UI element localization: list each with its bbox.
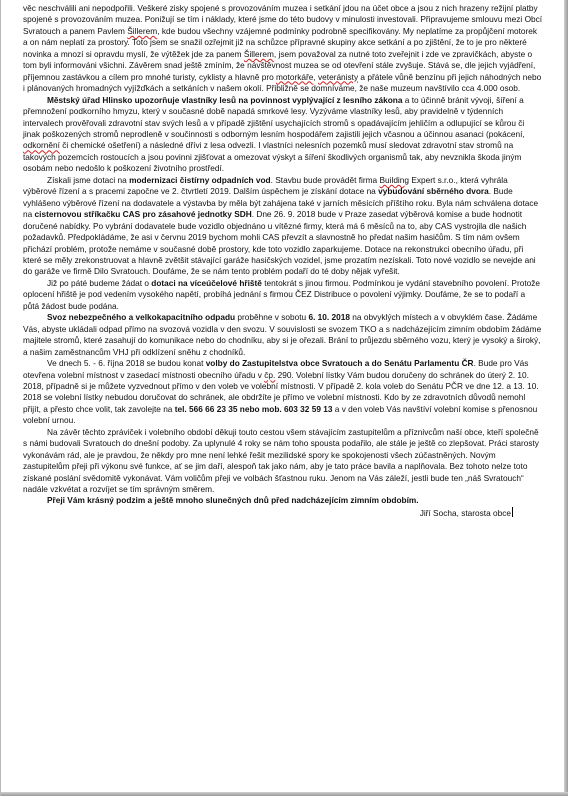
bold-text: vybudování sběrného dvora (378, 186, 489, 197)
document-body[interactable] (23, 3, 543, 519)
signature (23, 507, 543, 519)
paragraph-waste (23, 312, 543, 358)
paragraph-forest (23, 95, 543, 175)
misspelled-word: Building (379, 174, 410, 185)
text: Ve dnech 5. - 6. října 2018 se budou konat (47, 358, 206, 369)
paragraph-elections (23, 358, 543, 427)
bold-text: 6. 10. 2018 (308, 312, 350, 323)
page-shadow-bottom (1, 792, 568, 796)
bold-text: cisternovou stříkačku CAS pro zásahové jednotky SDH (34, 209, 252, 220)
bold-text: Přeji Vám krásný podzim a ještě mnoho slunečných dnů před nadcházejícím zimním obdobím. (47, 495, 419, 506)
bold-text: Městský úřad Hlinsko upozorňuje vlastníky lesů na povinnost vyplývající z lesního zákona (47, 94, 403, 105)
misspelled-word: Šillerem (127, 25, 158, 36)
bold-text: modernizaci čistírny odpadních vod (129, 174, 271, 185)
signature-text: Jiří Socha, starosta obce (419, 507, 511, 518)
bold-text: Svoz nebezpečného a velkokapacitního odpadu (47, 312, 236, 323)
text: a přátele vůně benzínu při jejich náhodných nebo i plánovaných hromadných vyjížďkách a setkáních v našem okolí. Přibližně se domníváme, že naše muzeum navštívilo cca 4.000 osob. (23, 71, 542, 94)
misspelled-word: veteránisty (318, 71, 359, 82)
text: Již po páté budeme žádat o (47, 277, 152, 288)
text: věc neschválili ani nepodpořili. Veškeré zisky spojené s provozováním muzea i setkání jdou na účet obce a jsou z nich hrazeny režijní platby spojené s provozováním muzea. Ponižují se tím i náklady, které jsme do této budovy v minulosti investovali. Připravujeme smlouvu mezi Obcí Svratouch a panem Pavlem (23, 3, 543, 36)
paragraph-playground (23, 278, 543, 312)
text: , (313, 71, 318, 82)
text: . Stavbu bude provádět firma (270, 174, 380, 185)
paragraph-closing (23, 427, 543, 496)
paragraph-museum (23, 3, 543, 95)
bold-text: volby do Zastupitelstva obce Svratouch a do Senátu Parlamentu ČR (205, 358, 474, 369)
text: tentokrát s jinou firmou. Podmínkou je vydání stavebního povolení. Protože oplocení hřiště je pod vedením vysokého napětí, probíhá jednání s firmou ČEZ Distribuce o povolení výjimky. Doufáme, že se to podaří a půtá žádost bude podána. (23, 277, 541, 311)
page-shadow-right (564, 0, 568, 796)
text: . Dne 26. 9. 2018 bude v Praze zasedat výběrová komise a bude hodnotit doručené nabídky. Po vybrání dodavatele bude vozidlo objednáno u vítězné firmy, která má 6 měsíců na to, aby CAS vystrojila dle našich požadavků. Předpokládáme, že asi v červnu 2019 bychom mohli CAS převzít a slavnostně ho předat našim hasičům. S tím nám ovšem přichází problém, protože nemáme v současné době prostory, kde toto vozidlo zaparkujeme. Dotace na rekonstrukci obecního úřadu, při které se měly zrekonstruovat a hlavně zvětšit stávající garáže hasičských vozidel, jsme prozatím nezískali. Toto nové vozidlo se nevejde ani do garáže ve firmě Dilo Svratouch. Doufáme, že se nám tento problém podaří do té doby nějak vyřešit. (23, 209, 536, 277)
text: proběhne v sobotu (235, 312, 309, 323)
paragraph-wishes (23, 495, 543, 506)
text: Získali jsme dotaci na (47, 174, 130, 185)
misspelled-word: Šillerem (243, 48, 274, 59)
text-cursor (512, 507, 513, 517)
misspelled-word: odkornění (23, 140, 60, 151)
text: . Bude pro Vás otevřena volební místnost v zasedací místnosti obecního úřadu v (23, 358, 529, 380)
text: na obvyklých místech a v obvyklém čase. Žádáme Vás, abyste ukládali odpad přímo na svozová vozidla v den svozu. V souvislosti se svozem TKO a s nadcházejícím zimním obdobím žádáme majitele stromů, které zasahují do komunikace nebo do chodníku, aby si je ořezali. Brání to průjezdu sběrného vozu, který je vysoký a široký, a našim zaměstnancům VHJ při odklízení sněhu z chodníků. (23, 312, 542, 357)
text: a v den voleb Vás navštíví volební komise s přenosnou volební urnou. (23, 403, 538, 426)
bold-text: dotaci na víceúčelové hřiště (151, 277, 262, 288)
text: . Bude vyhlášeno výběrové řízení na dodavatele a výstavba by měla být zahájena také v jarních měsících příštího roku. Byla nám schválena dotace na (23, 186, 539, 220)
text: či chemické ošetření) a následné dřívi z lesa odvezli. I vlastníci nelesních pozemků musí sledovat zdravotní stav stromů na takových pozemcích rostoucích a jsou povinni zjišťovat a omezovat výskyt a šíření škodlivých organismů tak, aby nevznikla škoda jiným osobám nebo nedošlo k poškození životního prostředí. (23, 140, 522, 174)
text: a to účinně bránit vývoji, šíření a přemnožení podkorního hmyzu, který v současné době napadá smrkové lesy. Vyzýváme vlastníky lesů, aby pravidelně v týdenních intervalech prověřovali zdravotní stav svých lesů a v případě zjištění usychajících stromů s opadávajícím jehličím a odlupující se kůrou či jinak poškozených stromů neprodleně v součinnosti s odborným lesním hospodářem zajistili jejich včasnou a účinnou asanaci (pokácení, (23, 94, 525, 139)
text: Expert s.r.o., která vyhrála výběrové řízení a s pracemi započne ve 2. čtvrtletí 2019. Dalším úspěchem je získání dotace na (23, 174, 508, 197)
text: , jsem považoval za nutné toto zveřejnit i zde ve zpravičkách, abyste o tom byli informováni všichni. Závěrem snad ještě zmíním, že návštěvnost muzea se od otevření stále zvyšuje. Stává se, dle jejich vyjádření, příjemnou zastávkou a cílem pro mnohé turisty, cyklisty a hlavně pro (23, 48, 536, 82)
misspelled-word: motorkáře (276, 71, 314, 82)
paragraph-grants (23, 175, 543, 278)
text: 290. Volební lístky Vám budou doručeny do schránek do úterý 2. 10. 2018, případně si je můžete vyzvednout přímo v den voleb ve volební místnosti. V případě 2. kola voleb do Senátu PČR ve dne 12. a 13. 10. 2018 se volební lístky nebudou doručovat do schránek, ale obdržíte je přímo ve volební místnosti. Kdo by ze zdravotních důvodů nemohl přijít, a přesto chce volit, tak zavolejte na (23, 369, 539, 414)
text: , kde budou všechny vzájemné podmínky podrobně specifikovány. My neplatíme za propůjčení motorek a on nám neplatí za prostory. Toto jsem se snažil ozřejmit již na schůzce přípravné skupiny akce setkání a po zjištění, že to je pro některé novinka a mnozí si opravdu myslí, že výtěžek jde za panem (23, 25, 538, 59)
misspelled-word: čp. (264, 369, 276, 380)
text: Na závěr těchto zpráviček i volebního období děkuji touto cestou všem stávajícím zastupitelům a příznivcům naší obce, kteří společně s námi budovali Svratouch do dnešní podoby. Za uplynulé 4 roky se nám toho spousta podařilo, ale stále je ještě co zlepšovat. Práci starosty vykonávám rád, ale je pravdou, že někdy pro mne není lehké řešit mezilidské spory ke spokojenosti všech zúčastněných. Novým zastupitelům přeji při výkonu své funkce, ať se jim daří, alespoň tak jako nám, aby je tato práce bavila a naplňovala. Bez tohoto nelze toto získané poslání svědomitě vykonávat. Vám voličům přeji ve volbách šťastnou ruku. Jenom na Vás záleží, jestli bude ten „náš Svratouch“ nadále vzkvétat a rozvíjet se tím správným směrem. (23, 426, 539, 495)
bold-text: tel. 566 66 23 35 nebo mob. 603 32 59 13 (174, 403, 333, 414)
